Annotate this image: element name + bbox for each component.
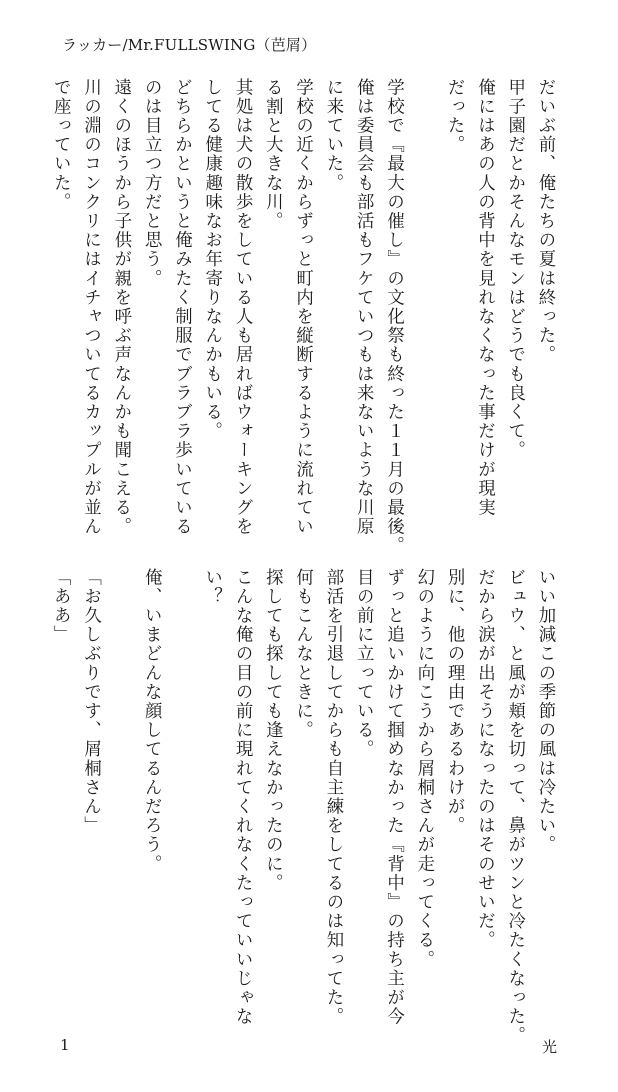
text-line: い？ — [201, 568, 222, 607]
text-line: 甲子園だとかそんなモンはどうでも良くて。 — [504, 78, 525, 460]
dialogue-line: 「お久しぶりです、屑桐さん」 — [80, 568, 101, 836]
vertical-text-block-bottom — [45, 568, 560, 1046]
text-line: どちらかというと俺みたく制服でブラブラ歩いている — [171, 78, 192, 537]
footer-title-label: 光 — [542, 1038, 558, 1056]
text-line: る割と大きな川。 — [262, 78, 283, 231]
dialogue-line: 「ああ」 — [50, 568, 71, 645]
text-line: 遠くのほうから子供が親を呼ぶ声なんかも聞こえる。 — [110, 78, 131, 537]
text-line: だった。 — [444, 78, 465, 155]
text-line: 川の淵のコンクリにはイチャついてるカップルが並ん — [80, 78, 101, 537]
text-line: 学校の近くからずっと町内を縦断するように流れてい — [292, 78, 313, 537]
text-line: 別に、他の理由であるわけが。 — [444, 568, 465, 836]
text-line: 探しても探しても逢えなかったのに。 — [262, 568, 283, 893]
blank-line — [409, 78, 439, 526]
text-line: 幻のように向こうから屑桐さんが走ってくる。 — [413, 568, 434, 970]
page-header-title: ラッカー/Mr.FULLSWING（芭屑） — [62, 36, 317, 54]
text-line: 俺にはあの人の背中を見れなくなった事だけが現実 — [474, 78, 495, 518]
text-line: だいぶ前、俺たちの夏は終った。 — [535, 78, 555, 365]
text-line: 其処は犬の散歩をしている人も居ればウォーキングを — [232, 78, 253, 537]
text-line: で座っていた。 — [50, 78, 71, 212]
blank-line — [166, 568, 196, 1016]
text-line: 部活を引退してからも自主練をしてるのは知ってた。 — [322, 568, 343, 1027]
text-line: 何もこんなときに。 — [292, 568, 313, 740]
text-line: 俺は委員会も部活もフケていつもは来ないような川原 — [353, 78, 374, 537]
text-line: ビュウ、と風が頬を切って、鼻がツンと冷たくなった。 — [504, 568, 525, 1046]
text-line: 目の前に立っている。 — [353, 568, 374, 759]
text-line: のは目立つ方だと思う。 — [141, 78, 162, 289]
vertical-text-block-top — [45, 78, 560, 556]
text-line: だから涙が出そうになったのはそのせいだ。 — [474, 568, 495, 950]
blank-line — [106, 568, 136, 1016]
text-line: してる健康趣味なお年寄りなんかもいる。 — [201, 78, 222, 441]
text-line: ずっと追いかけて掴めなかった『背中』の持ち主が今 — [383, 568, 404, 1027]
page-number: 1 — [60, 1036, 70, 1054]
text-line: 学校で『最大の催し』の文化祭も終った１１月の最後。 — [383, 78, 404, 556]
text-line: 俺、いまどんな顔してるんだろう。 — [141, 568, 162, 874]
text-line: こんな俺の目の前に現れてくれなくたっていいじゃな — [232, 568, 253, 1027]
text-line: に来ていた。 — [322, 78, 343, 193]
text-line: いい加減この季節の風は冷たい。 — [535, 568, 555, 855]
